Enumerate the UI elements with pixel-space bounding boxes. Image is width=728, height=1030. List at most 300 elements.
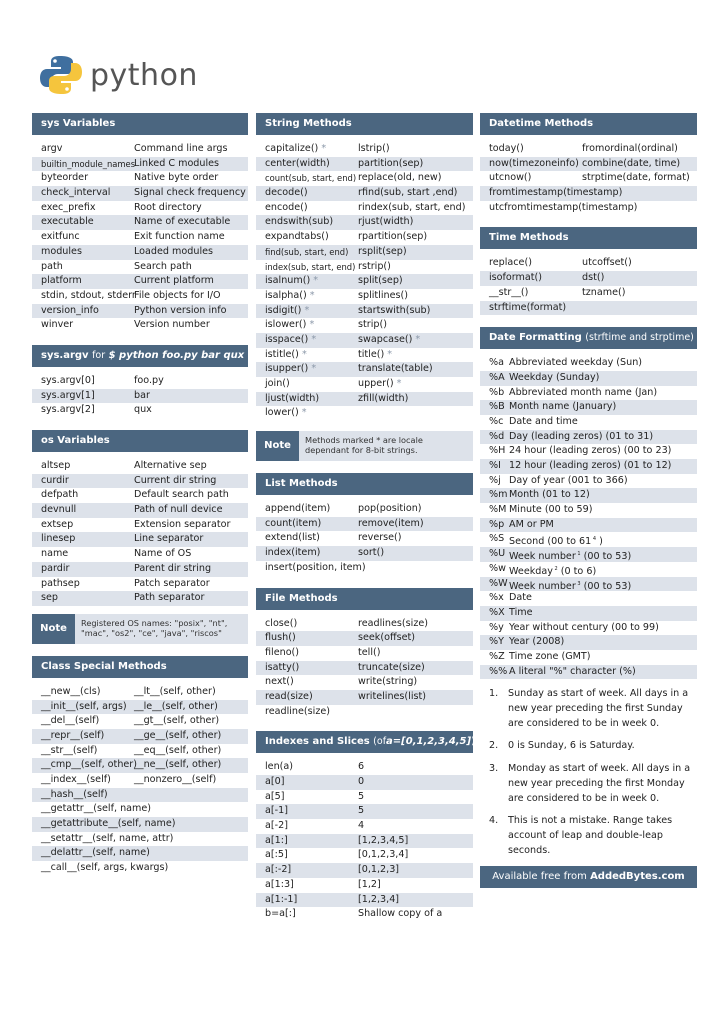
format-desc	[508, 665, 697, 680]
table-row	[256, 804, 473, 819]
table-row	[256, 646, 473, 661]
method-name: isalpha()	[265, 289, 307, 301]
locale-star: *	[301, 304, 310, 316]
cell-value	[357, 260, 473, 275]
table-row	[32, 403, 248, 418]
format-desc-text: Minute (00 to 59)	[509, 504, 593, 516]
table-row	[32, 758, 248, 773]
cell-value	[357, 289, 473, 304]
method-name: capitalize()	[265, 143, 319, 154]
cell-key: pardir	[41, 562, 70, 574]
sys-argv-table	[32, 374, 248, 418]
method-name: lower()	[265, 407, 299, 419]
table-row	[256, 878, 473, 893]
cell-key: sys.argv[2]	[41, 404, 95, 416]
cell-value: Signal check frequency	[134, 187, 246, 199]
cell-key: sys.argv[0]	[41, 374, 95, 386]
table-row	[256, 661, 473, 676]
format-desc-text: Abbreviated weekday (Sun)	[509, 357, 643, 369]
cell-key: argv	[41, 143, 63, 154]
format-code: %b	[489, 386, 505, 398]
cell-value: Exit function name	[134, 231, 225, 243]
format-desc-text: Abbreviated month name (Jan)	[509, 386, 658, 398]
cell-key: __new__(cls)	[41, 685, 101, 697]
cell-value	[357, 392, 473, 407]
format-desc-text: Month (01 to 12)	[509, 489, 590, 501]
table-row	[256, 690, 473, 705]
table-row	[480, 271, 697, 286]
table-row	[480, 400, 697, 415]
table-row	[32, 817, 248, 832]
method-name: strip()	[358, 319, 387, 331]
format-desc	[508, 386, 697, 401]
locale-star: *	[306, 289, 315, 301]
table-row	[480, 386, 697, 401]
table-row	[256, 304, 473, 319]
table-row	[256, 260, 473, 275]
column-2	[256, 113, 473, 922]
cell-key: a[-1]	[265, 805, 288, 817]
cell-key: a[0]	[265, 776, 285, 787]
table-row	[256, 561, 473, 576]
table-row	[256, 834, 473, 849]
cell-key: flush()	[265, 632, 296, 644]
cell-value: __ge__(self, other)	[134, 729, 222, 741]
column-1	[32, 113, 248, 876]
cell-value: Command line args	[134, 143, 228, 154]
locale-star: *	[306, 319, 315, 331]
cell-value	[357, 362, 473, 377]
cell-key	[256, 171, 357, 186]
cell-key	[256, 260, 357, 275]
table-row	[480, 635, 697, 650]
table-row	[32, 846, 248, 861]
indexes-slices-table	[256, 760, 473, 922]
cell-value: Linked C modules	[134, 157, 220, 169]
indexes-title: Indexes and Slices	[265, 736, 370, 748]
cell-key: __getattribute__(self, name)	[41, 818, 176, 830]
method-name: replace(old, new)	[358, 172, 442, 184]
datetime-methods-table	[480, 142, 697, 215]
cell-value: Alternative sep	[134, 460, 207, 471]
cell-value: utcoffset()	[582, 257, 632, 269]
format-code: %y	[489, 621, 504, 633]
table-row	[256, 171, 473, 186]
table-row	[32, 729, 248, 744]
cell-key	[256, 245, 357, 260]
format-desc-rest: (0 to 6)	[557, 566, 597, 577]
indexes-example: a=[0,1,2,3,4,5]	[386, 736, 472, 748]
cell-key: close()	[265, 617, 298, 629]
cell-value: fromordinal(ordinal)	[582, 143, 678, 154]
cell-key: a[1:-1]	[265, 893, 298, 905]
cell-value: bar	[134, 389, 150, 401]
cell-key	[256, 406, 357, 421]
table-row	[32, 318, 248, 333]
format-code: %j	[489, 474, 501, 486]
footnote-ref: 3	[575, 580, 581, 587]
cell-value	[357, 186, 473, 201]
cell-value: 0	[358, 776, 365, 787]
note-text: Registered OS names: "posix", "nt", "mac", "os2", "ce", "java", "riscos"	[75, 614, 248, 644]
table-row	[32, 577, 248, 592]
table-row	[32, 389, 248, 404]
cell-value: tell()	[358, 646, 381, 658]
footnote	[480, 762, 697, 806]
cell-value: Native byte order	[134, 172, 219, 184]
table-row	[256, 215, 473, 230]
table-row	[256, 617, 473, 632]
cell-value: Python version info	[134, 304, 227, 316]
table-row	[32, 700, 248, 715]
cell-key	[256, 377, 357, 392]
cell-value: writelines(list)	[358, 690, 427, 702]
cell-key: platform	[41, 275, 82, 287]
method-name: rpartition(sep)	[358, 231, 428, 243]
table-row	[32, 591, 248, 606]
cell-value: Current platform	[134, 275, 214, 287]
cell-key: check_interval	[41, 187, 111, 199]
footnote-number: 1.	[489, 688, 499, 700]
cell-key: extend(list)	[265, 532, 320, 544]
format-code: %%	[489, 665, 508, 677]
cell-value: Name of OS	[134, 548, 192, 560]
format-code: %B	[489, 401, 505, 413]
cell-key: __index__(self)	[41, 774, 111, 785]
locale-star: *	[310, 275, 319, 287]
cell-key	[256, 230, 357, 245]
os-variables-table	[32, 459, 248, 606]
cell-key: a[-2]	[265, 820, 288, 832]
locale-star: *	[308, 333, 317, 345]
format-desc-text: A literal "%" character (%)	[509, 665, 636, 677]
format-desc	[508, 503, 697, 518]
table-row	[480, 186, 697, 201]
method-name: join()	[265, 378, 290, 389]
cell-value	[357, 304, 473, 319]
cell-value: readlines(size)	[358, 617, 429, 629]
method-name: isalnum()	[265, 275, 311, 287]
format-desc	[508, 562, 697, 577]
table-row	[32, 274, 248, 289]
table-row	[480, 286, 697, 301]
locale-star: *	[318, 143, 327, 154]
cell-value: Patch separator	[134, 577, 210, 589]
list-methods-table	[256, 502, 473, 575]
cell-value: foo.py	[134, 374, 164, 386]
cell-value: Line separator	[134, 533, 204, 545]
cell-key	[256, 289, 357, 304]
cell-value: seek(offset)	[358, 632, 415, 644]
column-3	[480, 113, 697, 888]
cell-value: Loaded modules	[134, 245, 214, 257]
table-row	[480, 650, 697, 665]
footer-brand-link[interactable]: AddedBytes.com	[590, 871, 685, 883]
format-desc	[508, 415, 697, 430]
cell-value: Shallow copy of a	[358, 908, 443, 920]
table-row	[32, 518, 248, 533]
footnote	[480, 739, 697, 754]
format-desc	[508, 635, 697, 650]
cell-value: dst()	[582, 272, 605, 284]
logo-text: python	[90, 57, 198, 93]
table-row	[256, 517, 473, 532]
format-desc-rest: (00 to 53)	[580, 580, 632, 592]
method-name: swapcase()	[358, 333, 413, 345]
cell-value: pop(position)	[358, 503, 422, 515]
format-code: %S	[489, 533, 505, 545]
cell-key: insert(position, item)	[265, 561, 366, 573]
table-row	[32, 142, 248, 157]
method-name: index(sub, start, end)	[265, 261, 356, 272]
cell-key	[256, 348, 357, 363]
format-code: %U	[489, 548, 506, 560]
time-methods-table	[480, 256, 697, 315]
cell-key: now(timezoneinfo)	[489, 157, 579, 169]
method-name: find(sub, start, end)	[265, 246, 349, 257]
cell-key: read(size)	[265, 690, 313, 702]
table-row	[32, 186, 248, 201]
cell-value: [0,1,2,3,4]	[358, 849, 409, 861]
method-name: center(width)	[265, 157, 330, 169]
cell-key: __call__(self, args, kwargs)	[41, 862, 169, 874]
format-code: %d	[489, 430, 505, 442]
cell-key	[256, 362, 357, 377]
table-row	[256, 186, 473, 201]
format-desc	[508, 518, 697, 533]
note-label: Note	[32, 614, 75, 644]
cell-key: defpath	[41, 489, 79, 501]
table-row	[480, 142, 697, 157]
cell-value	[357, 171, 473, 186]
format-desc	[508, 606, 697, 621]
footnote-ref: 1	[575, 551, 581, 558]
cell-key	[256, 392, 357, 407]
indexes-slices-header	[256, 731, 473, 753]
table-row	[32, 773, 248, 788]
cell-key: pathsep	[41, 577, 80, 589]
cell-value	[357, 333, 473, 348]
format-desc-text: Week number	[509, 551, 576, 563]
table-row	[256, 245, 473, 260]
format-desc-text: Month name (January)	[509, 401, 617, 413]
cell-value: [1,2,3,4,5]	[358, 834, 409, 846]
date-formatting-header	[480, 327, 697, 349]
format-desc-rest: (00 to 53)	[580, 551, 632, 563]
cell-key: fileno()	[265, 646, 300, 658]
cell-value: __lt__(self, other)	[134, 685, 216, 697]
datetime-methods-header: Datetime Methods	[480, 113, 697, 135]
format-desc-text: Weekday (Sunday)	[509, 371, 600, 383]
format-desc-text: Time	[509, 606, 533, 618]
table-row	[256, 760, 473, 775]
cell-value: 5	[358, 805, 365, 817]
cell-key: winver	[41, 319, 74, 331]
method-name: rfind(sub, start ,end)	[358, 187, 458, 199]
footnote-ref: 2	[552, 565, 558, 572]
cell-key: __repr__(self)	[41, 729, 105, 741]
cell-key	[256, 201, 357, 216]
locale-star: *	[412, 333, 421, 345]
sys-argv-example: $ python foo.py bar qux	[108, 349, 245, 361]
cell-value: Path separator	[134, 592, 205, 604]
footnotes	[480, 687, 697, 858]
table-row	[256, 157, 473, 172]
method-name: lstrip()	[358, 143, 390, 154]
table-row	[256, 705, 473, 720]
table-row	[480, 201, 697, 216]
method-name: title()	[358, 348, 385, 360]
cell-key: __str__()	[489, 286, 529, 298]
table-row	[480, 356, 697, 371]
table-row	[32, 374, 248, 389]
footnote-text: Sunday as start of week. All days in a new year preceding the first Sunday are considered to be in week 0.	[508, 688, 689, 729]
cell-value	[357, 348, 473, 363]
locale-star: *	[393, 378, 402, 389]
cell-value	[357, 377, 473, 392]
time-methods-header: Time Methods	[480, 227, 697, 249]
cell-value: reverse()	[358, 532, 402, 544]
method-name: rindex(sub, start, end)	[358, 201, 466, 213]
format-code: %Y	[489, 636, 504, 648]
format-desc-text: 12 hour (leading zeros) (01 to 12)	[509, 460, 672, 471]
method-name: isupper()	[265, 363, 309, 375]
cell-key: exec_prefix	[41, 201, 96, 213]
cell-value: truncate(size)	[358, 661, 425, 673]
cell-key: path	[41, 260, 63, 272]
format-desc	[508, 577, 697, 592]
footnote-number: 3.	[489, 763, 499, 775]
cell-value: [0,1,2,3]	[358, 864, 400, 876]
table-row	[480, 415, 697, 430]
cell-key: __del__(self)	[41, 715, 100, 727]
cell-value: __gt__(self, other)	[134, 715, 220, 727]
cell-key: linesep	[41, 533, 76, 545]
cell-key: utcnow()	[489, 172, 532, 184]
method-name: splitlines()	[358, 289, 408, 301]
cell-key: a[1:]	[265, 834, 288, 846]
string-note	[256, 431, 473, 461]
format-desc-text: Day (leading zeros) (01 to 31)	[509, 430, 654, 442]
cell-key: isoformat()	[489, 272, 543, 284]
cell-value: 4	[358, 820, 365, 832]
format-desc-text: Year without century (00 to 99)	[509, 621, 659, 633]
cell-key	[256, 142, 357, 157]
table-row	[32, 201, 248, 216]
table-row	[256, 392, 473, 407]
cell-value	[357, 157, 473, 172]
cell-key	[256, 215, 357, 230]
cell-value: [1,2]	[358, 878, 381, 890]
cell-key: exitfunc	[41, 231, 80, 243]
cell-value: Extension separator	[134, 518, 231, 530]
cell-key: isatty()	[265, 661, 300, 673]
locale-star: *	[298, 348, 307, 360]
table-row	[480, 444, 697, 459]
format-desc-rest: )	[596, 536, 603, 548]
method-name: ljust(width)	[265, 392, 320, 404]
cell-key: b=a[:]	[265, 908, 296, 920]
format-code: %X	[489, 606, 505, 618]
cell-value: strptime(date, format)	[582, 172, 690, 184]
method-name: rjust(width)	[358, 216, 414, 228]
table-row	[32, 744, 248, 759]
cell-value: 6	[358, 761, 365, 773]
format-desc-text: 24 hour (leading zeros) (00 to 23)	[509, 445, 672, 457]
format-desc-text: Date and time	[509, 415, 578, 427]
footer-banner[interactable]	[480, 866, 697, 888]
cell-key	[256, 333, 357, 348]
format-code: %m	[489, 489, 508, 501]
cell-key: builtin_module_names	[41, 158, 136, 169]
cell-key: __cmp__(self, other)	[41, 759, 137, 771]
format-desc-text: Time zone (GMT)	[509, 650, 591, 662]
footnote-number: 4.	[489, 815, 499, 827]
cell-key: executable	[41, 216, 94, 228]
table-row	[256, 333, 473, 348]
table-row	[32, 171, 248, 186]
cell-value: Parent dir string	[134, 562, 212, 574]
class-special-methods-table	[32, 685, 248, 876]
table-row	[480, 171, 697, 186]
cell-key: version_info	[41, 304, 99, 316]
date-formatting-title: Date Formatting	[489, 332, 582, 344]
cell-value: Default search path	[134, 489, 229, 501]
cell-key: __getattr__(self, name)	[41, 803, 152, 815]
cell-key: __init__(self, args)	[41, 700, 127, 712]
table-row	[256, 907, 473, 922]
cell-value: remove(item)	[358, 517, 424, 529]
table-row	[256, 775, 473, 790]
cell-key: altsep	[41, 460, 71, 471]
cell-value	[357, 274, 473, 289]
file-methods-header: File Methods	[256, 588, 473, 610]
table-row	[256, 406, 473, 421]
table-row	[256, 546, 473, 561]
cell-key: next()	[265, 676, 294, 688]
table-row	[32, 503, 248, 518]
cell-value: combine(date, time)	[582, 157, 681, 169]
method-name: count(sub, start, end)	[265, 173, 357, 184]
format-code: %I	[489, 460, 501, 471]
table-row	[480, 459, 697, 474]
table-row	[480, 371, 697, 386]
locale-star: *	[298, 407, 307, 419]
cell-key: a[5]	[265, 790, 285, 802]
format-desc	[508, 488, 697, 503]
method-name: split(sep)	[358, 275, 403, 287]
footnote-text: This is not a mistake. Range takes account of leap and double-leap seconds.	[508, 815, 673, 856]
table-row	[32, 532, 248, 547]
cell-key: curdir	[41, 474, 69, 486]
format-desc	[508, 532, 697, 547]
table-row	[480, 562, 697, 577]
table-row	[480, 518, 697, 533]
footnote	[480, 687, 697, 731]
format-desc	[508, 591, 697, 606]
date-formatting-sub: (strftime and strptime)	[585, 332, 694, 344]
table-row	[480, 532, 697, 547]
cell-key	[256, 304, 357, 319]
cell-key: len(a)	[265, 761, 294, 773]
cell-key: __delattr__(self, name)	[41, 847, 150, 859]
cell-value: sort()	[358, 547, 385, 559]
table-row	[480, 606, 697, 621]
format-desc	[508, 621, 697, 636]
table-row	[480, 157, 697, 172]
footnote-text: 0 is Sunday, 6 is Saturday.	[508, 740, 635, 752]
footnote-ref: 4	[591, 536, 597, 543]
